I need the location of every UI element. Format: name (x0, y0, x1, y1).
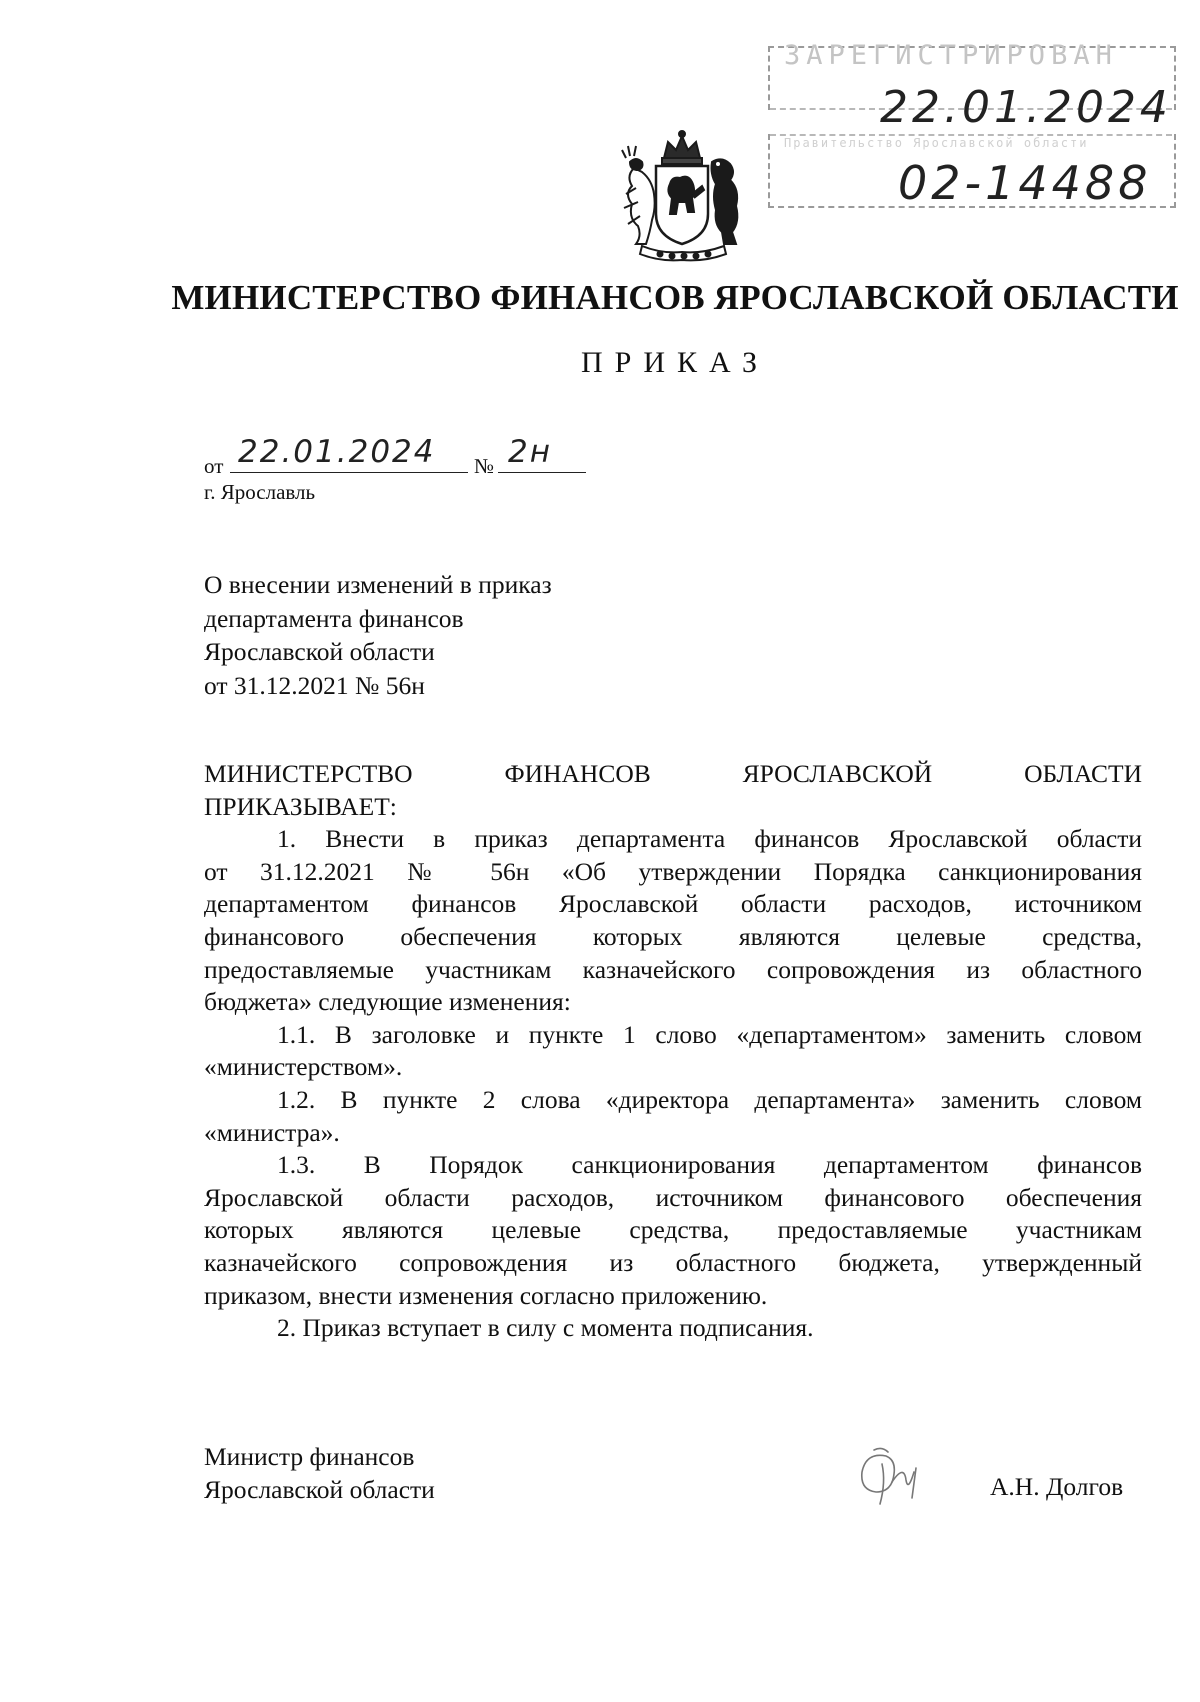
date-prefix: от (204, 454, 224, 478)
signer-position-line: Ярославской области (204, 1475, 435, 1504)
paragraph-1-line: департаментом финансов Ярославской области расходов, источником (204, 889, 1142, 919)
paragraph-1-3-line: казначейского сопровождения из областного бюджета, утвержденный (204, 1247, 1142, 1277)
signer-name: А.Н. Долгов (990, 1472, 1124, 1501)
preamble-line: ПРИКАЗЫВАЕТ: (204, 791, 397, 821)
paragraph-1-3-line: которых являются целевые средства, предоставляемые участникам (204, 1215, 1142, 1245)
stamp-header-text: ЗАРЕГИСТРИРОВАН (784, 40, 1118, 71)
document-type-title: ПРИКАЗ (581, 346, 769, 379)
paragraph-1-2-line: 1.2. В пункте 2 слова «директора департамента» заменить словом (277, 1084, 1142, 1114)
preamble-line: МИНИСТЕРСТВО ФИНАНСОВ ЯРОСЛАВСКОЙ ОБЛАСТИ (204, 759, 1142, 788)
paragraph-1-line: 1. Внести в приказ департамента финансов Ярославской области (277, 824, 1142, 854)
order-date: 22.01.2024 (238, 434, 436, 470)
order-subject (204, 568, 552, 702)
order-body (204, 758, 1142, 1345)
city-line: г. Ярославль (204, 480, 316, 504)
paragraph-1-3-line: приказом, внести изменения согласно приложению. (204, 1280, 768, 1310)
signer-position (204, 1440, 435, 1506)
yaroslavl-coat-of-arms-icon (612, 128, 752, 262)
paragraph-1-line: от 31.12.2021 № 56н «Об утверждении Порядка санкционирования (204, 856, 1142, 886)
paragraph-1-1-line: 1.1. В заголовке и пункте 1 слово «департаментом» заменить словом (277, 1019, 1142, 1049)
stamp-subheader-text: Правительство Ярославской области (784, 136, 1089, 150)
subject-line: департамента финансов (204, 603, 464, 633)
stamp-number: 02-14488 (898, 156, 1152, 210)
paragraph-1-line: бюджета» следующие изменения: (204, 987, 571, 1017)
signer-position-line: Министр финансов (204, 1442, 415, 1471)
stamp-date: 22.01.2024 (880, 82, 1172, 133)
paragraph-1-1-line: «министерством». (204, 1052, 403, 1082)
subject-line: Ярославской области (204, 637, 435, 666)
registration-stamp (768, 38, 1176, 216)
subject-line: О внесении изменений в приказ (204, 570, 552, 599)
subject-line: от 31.12.2021 № 56н (204, 670, 425, 700)
paragraph-2-line: 2. Приказ вступает в силу с момента подписания. (277, 1313, 814, 1343)
handwritten-signature-icon (852, 1442, 944, 1512)
order-date-number-line (204, 434, 624, 480)
order-number: 2н (508, 434, 552, 470)
ministry-title: МИНИСТЕРСТВО ФИНАНСОВ ЯРОСЛАВСКОЙ ОБЛАСТИ (171, 278, 1179, 317)
paragraph-1-3-line: Ярославской области расходов, источником финансового обеспечения (204, 1182, 1142, 1212)
number-prefix: № (474, 454, 495, 478)
paragraph-1-3-line: 1.3. В Порядок санкционирования департаментом финансов (277, 1150, 1142, 1180)
paragraph-1-line: финансового обеспечения которых являются целевые средства, (204, 921, 1142, 951)
paragraph-1-2-line: «министра». (204, 1117, 340, 1147)
paragraph-1-line: предоставляемые участникам казначейского сопровождения из областного (204, 954, 1142, 984)
